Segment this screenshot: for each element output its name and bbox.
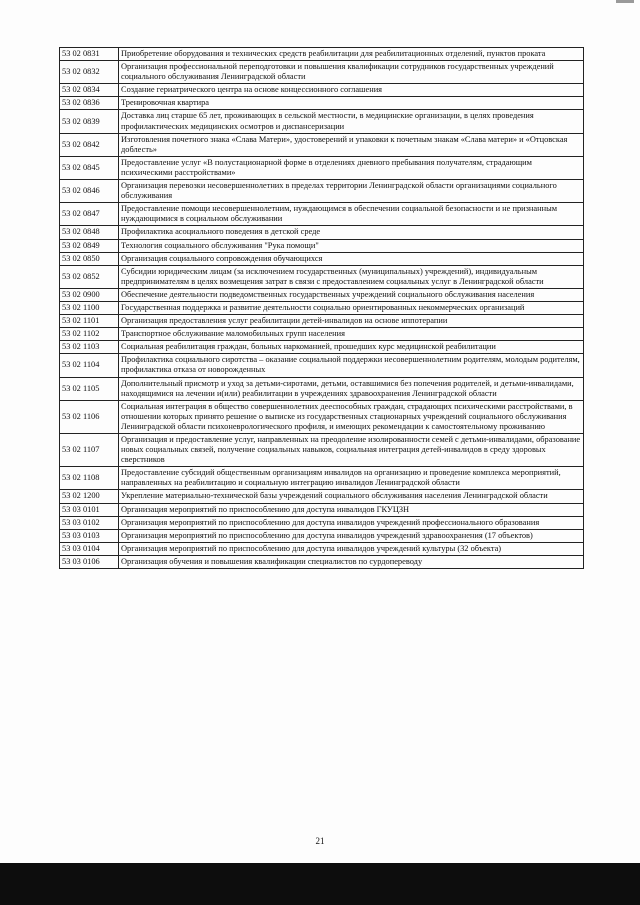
table-row [60, 226, 584, 239]
row-description: Профилактика асоциального поведения в детской среде [119, 226, 584, 239]
table-row [60, 377, 584, 400]
table-row [60, 203, 584, 226]
row-description: Социальная реабилитация граждан, больных наркоманией, прошедших курс медицинской реабилитации [119, 341, 584, 354]
row-description: Предоставление субсидий общественным организациям инвалидов на организацию и проведение комплекса мероприятий, направленных на реабилитацию и социальную интеграцию инвалидов Ленинградской области [119, 467, 584, 490]
row-code: 53 02 0831 [60, 48, 119, 61]
row-description: Доставка лиц старше 65 лет, проживающих в сельской местности, в медицинские организации, в целях проведения профилактических медицинских осмотров и диспансеризации [119, 110, 584, 133]
row-code: 53 02 1101 [60, 315, 119, 328]
row-code: 53 02 0848 [60, 226, 119, 239]
table-row [60, 110, 584, 133]
row-code: 53 02 0846 [60, 180, 119, 203]
row-description: Профилактика социального сиротства – оказание социальной поддержки несовершеннолетним родителям, молодым родителям, профилактика отказа от новорожденных [119, 354, 584, 377]
row-description: Обеспечение деятельности подведомственных государственных учреждений социального обслуживания населения [119, 288, 584, 301]
page-number: 21 [315, 836, 325, 846]
row-code: 53 02 1200 [60, 490, 119, 503]
row-description: Создание гериатрического центра на основе концессионного соглашения [119, 84, 584, 97]
table-row [60, 542, 584, 555]
row-code: 53 02 1102 [60, 328, 119, 341]
row-code: 53 02 0852 [60, 265, 119, 288]
row-code: 53 02 1100 [60, 301, 119, 314]
row-description: Укрепление материально-технической базы учреждений социального обслуживания населения Ленинградской области [119, 490, 584, 503]
table-row [60, 97, 584, 110]
table-row [60, 354, 584, 377]
row-code: 53 02 0845 [60, 156, 119, 179]
row-description: Технология социального обслуживания "Рука помощи" [119, 239, 584, 252]
table-row [60, 503, 584, 516]
row-code: 53 03 0101 [60, 503, 119, 516]
table-row [60, 84, 584, 97]
table-row [60, 265, 584, 288]
row-description: Организация и предоставление услуг, направленных на преодоление изолированности семей с детьми-инвалидами, образование новых социальных связей, получение социальных навыков, социальная интеграция детей-инвалидов в среду здоровых сверстников [119, 434, 584, 467]
table-row [60, 239, 584, 252]
table-row [60, 133, 584, 156]
table-row [60, 48, 584, 61]
row-code: 53 02 0834 [60, 84, 119, 97]
row-description: Транспортное обслуживание маломобильных групп населения [119, 328, 584, 341]
table-row [60, 288, 584, 301]
row-code: 53 02 0832 [60, 61, 119, 84]
row-description: Организация обучения и повышения квалификации специалистов по сурдопереводу [119, 555, 584, 568]
row-description: Субсидии юридическим лицам (за исключением государственных (муниципальных) учреждений), индивидуальным предпринимателям в целях возмещения затрат в связи с предоставлением социальных услуг в Ленинградской области [119, 265, 584, 288]
table-row [60, 156, 584, 179]
row-code: 53 03 0106 [60, 555, 119, 568]
row-description: Организация социального сопровождения обучающихся [119, 252, 584, 265]
row-description: Предоставление помощи несовершеннолетним, нуждающимся в обеспечении социальной безопасности и не признанным нуждающимися в социальном обслуживании [119, 203, 584, 226]
row-description: Организация перевозки несовершеннолетних в пределах территории Ленинградской области организациями социального обслуживания [119, 180, 584, 203]
row-code: 53 02 1106 [60, 400, 119, 433]
table-row [60, 328, 584, 341]
table-row [60, 555, 584, 568]
table-row [60, 529, 584, 542]
row-code: 53 03 0104 [60, 542, 119, 555]
row-code: 53 02 1104 [60, 354, 119, 377]
row-description: Организация профессиональной переподготовки и повышения квалификации сотрудников государственных учреждений социального обслуживания Ленинградской области [119, 61, 584, 84]
table-row [60, 434, 584, 467]
row-description: Предоставление услуг «В полустационарной форме в отделениях дневного пребывания получателям, страдающим психическими расстройствами» [119, 156, 584, 179]
table-row [60, 180, 584, 203]
row-code: 53 02 1103 [60, 341, 119, 354]
row-code: 53 02 0842 [60, 133, 119, 156]
table-row [60, 252, 584, 265]
row-description: Организация предоставления услуг реабилитации детей-инвалидов на основе иппотерапии [119, 315, 584, 328]
table-row [60, 467, 584, 490]
row-description: Организация мероприятий по приспособлению для доступа инвалидов учреждений культуры (32 объекта) [119, 542, 584, 555]
row-description: Государственная поддержка и развитие деятельности социально ориентированных некоммерческих организаций [119, 301, 584, 314]
row-code: 53 03 0103 [60, 529, 119, 542]
scan-bottom-border [0, 863, 640, 905]
row-description: Организация мероприятий по приспособлению для доступа инвалидов учреждений профессионального образования [119, 516, 584, 529]
row-code: 53 02 0839 [60, 110, 119, 133]
row-description: Дополнительный присмотр и уход за детьми-сиротами, детьми, оставшимися без попечения родителей, и детьми-инвалидами, находящимися на лечении и(или) реабилитации в учреждениях здравоохранения Ленинградской области [119, 377, 584, 400]
row-code: 53 02 0847 [60, 203, 119, 226]
row-code: 53 02 1105 [60, 377, 119, 400]
row-code: 53 02 1107 [60, 434, 119, 467]
row-code: 53 02 0900 [60, 288, 119, 301]
row-code: 53 02 0849 [60, 239, 119, 252]
row-code: 53 02 0836 [60, 97, 119, 110]
row-description: Организация мероприятий по приспособлению для доступа инвалидов учреждений здравоохранения (17 объектов) [119, 529, 584, 542]
budget-code-table [59, 47, 584, 569]
table-row [60, 315, 584, 328]
table-row [60, 400, 584, 433]
table-body [60, 48, 584, 569]
scan-corner-mark [616, 0, 634, 3]
row-code: 53 03 0102 [60, 516, 119, 529]
row-description: Социальная интеграция в общество совершеннолетних дееспособных граждан, страдающих психическими расстройствами, в отношении которых принято решение о выписке из государственных стационарных учреждений социального обслуживания Ленинградской области психоневрологического профиля, и имеющих рекомендации к самостоятельному проживанию [119, 400, 584, 433]
row-description: Тренировочная квартира [119, 97, 584, 110]
row-code: 53 02 0850 [60, 252, 119, 265]
row-description: Организация мероприятий по приспособлению для доступа инвалидов ГКУЦЗН [119, 503, 584, 516]
table-row [60, 490, 584, 503]
row-description: Изготовления почетного знака «Слава Матери», удостоверений и упаковки к почетным знакам «Слава матери» и «Отцовская доблесть» [119, 133, 584, 156]
row-description: Приобретение оборудования и технических средств реабилитации для реабилитационных отделений, пунктов проката [119, 48, 584, 61]
table-row [60, 341, 584, 354]
table-row [60, 61, 584, 84]
table-row [60, 301, 584, 314]
row-code: 53 02 1108 [60, 467, 119, 490]
table-row [60, 516, 584, 529]
